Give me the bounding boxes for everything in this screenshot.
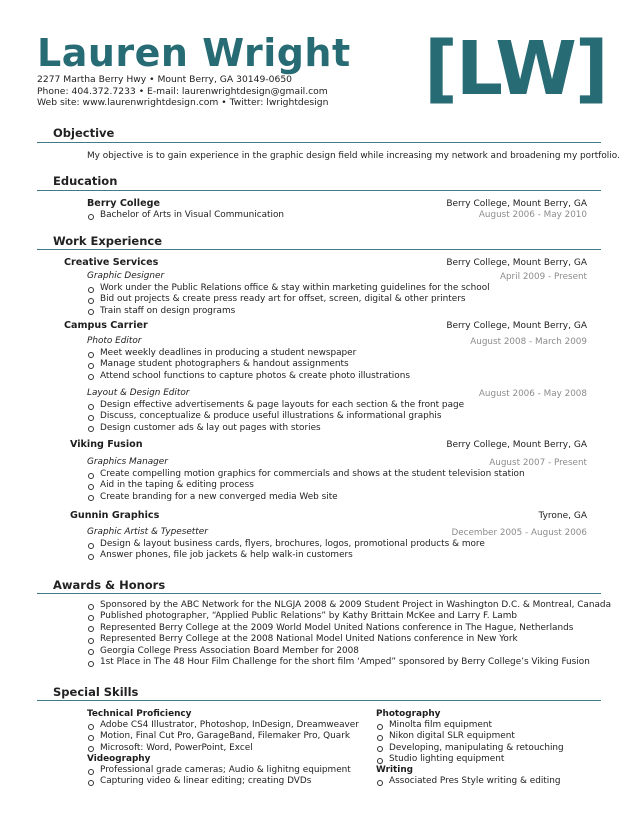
bullet-icon — [88, 649, 94, 655]
objective-text: My objective is to gain experience in the graphic design field while increasing my network and broadening my portfolio. — [87, 151, 620, 161]
list-item: Bachelor of Arts in Visual Communication — [87, 210, 284, 221]
bullet-icon — [377, 758, 383, 764]
contact-phone-email: Phone: 404.372.7233 • E-mail: laurenwrightdesign@gmail.com — [37, 85, 328, 97]
section-title-work: Work Experience — [53, 234, 163, 248]
monogram-logo: [LW] — [424, 26, 607, 112]
job-role: Layout & Design Editor — [87, 388, 190, 398]
list-item: 1st Place in The 48 Hour Film Challenge for the short film ‘Amped” sponsored by Berry College’s Viking Fusion — [87, 657, 611, 668]
job-location: Berry College, Mount Berry, GA — [446, 321, 587, 331]
section-divider — [37, 593, 601, 594]
section-title-skills: Special Skills — [53, 685, 139, 699]
bullet-icon — [88, 473, 94, 479]
bullet-icon — [88, 554, 94, 560]
education-list — [87, 210, 284, 221]
list-item: Minolta film equipment — [376, 720, 564, 731]
list-item: Create branding for a new converged media Web site — [87, 492, 525, 503]
skills-list-writing — [376, 776, 561, 787]
list-item: Design customer ads & lay out pages with stories — [87, 423, 464, 434]
job-role: Photo Editor — [87, 336, 142, 346]
bullet-icon — [88, 214, 94, 220]
list-item: Answer phones, file job jackets & help walk-in customers — [87, 550, 485, 561]
section-divider — [37, 700, 601, 701]
job-bullets — [87, 400, 464, 434]
job-org-viking-fusion: Viking Fusion — [70, 439, 143, 450]
list-item: Represented Berry College at the 2008 National Model United Nations conference in New York — [87, 634, 611, 645]
bullet-icon — [88, 363, 94, 369]
list-item: Attend school functions to capture photos & create photo illustrations — [87, 371, 410, 382]
job-bullets — [87, 283, 490, 317]
bullet-icon — [88, 484, 94, 490]
list-item: Sponsored by the ABC Network for the NLGJA 2008 & 2009 Student Project in Washington D.C. & Montreal, Canada — [87, 600, 611, 611]
bullet-icon — [88, 780, 94, 786]
list-item: Published photographer, “Applied Public Relations” by Kathy Brittain McKee and Larry F. Lamb — [87, 611, 611, 622]
contact-web-twitter: Web site: www.laurenwrightdesign.com • Twitter: lwrightdesign — [37, 97, 329, 108]
job-bullets — [87, 539, 485, 562]
job-role: Graphic Artist & Typesetter — [87, 527, 208, 537]
list-item: Aid in the taping & editing process — [87, 480, 525, 491]
bullet-icon — [88, 495, 94, 501]
list-item: Georgia College Press Association Board Member for 2008 — [87, 646, 611, 657]
section-divider — [37, 190, 601, 191]
bullet-icon — [377, 780, 383, 786]
bullet-icon — [88, 298, 94, 304]
section-title-education: Education — [53, 174, 118, 188]
job-role: Graphic Designer — [87, 271, 165, 281]
contact-address: 2277 Martha Berry Hwy • Mount Berry, GA 30149-0650 — [37, 74, 293, 85]
job-bullets — [87, 348, 410, 382]
skills-heading-technical: Technical Proficiency — [87, 709, 192, 719]
section-title-awards: Awards & Honors — [53, 578, 166, 592]
job-bullets — [87, 469, 525, 503]
skills-heading-writing: Writing — [376, 765, 414, 775]
bullet-icon — [88, 661, 94, 667]
job-location: Berry College, Mount Berry, GA — [446, 258, 587, 268]
list-item: Studio lighting equipment — [376, 754, 564, 765]
job-dates: April 2009 - Present — [499, 272, 587, 282]
job-dates: December 2005 - August 2006 — [451, 528, 587, 538]
bullet-icon — [88, 604, 94, 610]
list-item: Adobe CS4 Illustrator, Photoshop, InDesign, Dreamweaver — [87, 720, 359, 731]
list-item: Represented Berry College at the 2009 World Model United Nations conference in The Hague, Netherlands — [87, 623, 611, 634]
job-org-creative-services: Creative Services — [64, 257, 159, 268]
job-dates: August 2007 - Present — [489, 458, 587, 468]
bullet-icon — [88, 543, 94, 549]
skills-list-photography — [376, 720, 564, 766]
bullet-icon — [88, 374, 94, 380]
bullet-icon — [377, 746, 383, 752]
resume-name: Lauren Wright — [37, 31, 351, 75]
bullet-icon — [88, 615, 94, 621]
list-item: Work under the Public Relations office & stay within marketing guidelines for the school — [87, 283, 490, 294]
job-org-campus-carrier: Campus Carrier — [64, 320, 148, 331]
job-role: Graphics Manager — [87, 457, 168, 467]
awards-list — [87, 600, 611, 668]
bullet-icon — [88, 404, 94, 410]
bullet-icon — [88, 287, 94, 293]
bullet-icon — [88, 638, 94, 644]
list-item: Create compelling motion graphics for commercials and shows at the student television station — [87, 469, 525, 480]
list-item: Microsoft: Word, PowerPoint, Excel — [87, 743, 359, 754]
education-location: Berry College, Mount Berry, GA — [446, 199, 587, 209]
list-item: Design & layout business cards, flyers, brochures, logos, promotional products & more — [87, 539, 485, 550]
list-item: Nikon digital SLR equipment — [376, 731, 564, 742]
list-item: Associated Pres Style writing & editing — [376, 776, 561, 787]
skills-list-technical — [87, 720, 359, 754]
bullet-icon — [88, 724, 94, 730]
list-item: Professional grade cameras; Audio & lighitng equipment — [87, 765, 351, 776]
bullet-icon — [88, 626, 94, 632]
bullet-icon — [88, 415, 94, 421]
bullet-icon — [88, 352, 94, 358]
list-item: Discuss, conceptualize & produce useful illustrations & informational graphis — [87, 411, 464, 422]
bullet-icon — [88, 769, 94, 775]
list-item: Train staff on design programs — [87, 306, 490, 317]
skills-heading-videography: Videography — [87, 754, 151, 764]
list-item: Design effective advertisements & page layouts for each section & the front page — [87, 400, 464, 411]
list-item: Capturing video & linear editing; creating DVDs — [87, 776, 351, 787]
section-title-objective: Objective — [53, 126, 115, 140]
education-dates: August 2006 - May 2010 — [478, 210, 587, 220]
bullet-icon — [88, 309, 94, 315]
contact-block — [37, 74, 328, 109]
skills-heading-photography: Photography — [376, 709, 441, 719]
section-divider — [37, 142, 601, 143]
list-item: Motion, Final Cut Pro, GarageBand, Filemaker Pro, Quark — [87, 731, 359, 742]
list-item: Developing, manipulating & retouching — [376, 743, 564, 754]
bullet-icon — [88, 735, 94, 741]
bullet-icon — [377, 735, 383, 741]
section-divider — [37, 249, 601, 250]
skills-list-videography — [87, 765, 351, 788]
job-dates: August 2006 - May 2008 — [478, 389, 587, 399]
bullet-icon — [377, 724, 383, 730]
job-location: Berry College, Mount Berry, GA — [446, 440, 587, 450]
bullet-icon — [88, 746, 94, 752]
list-item: Bid out projects & create press ready art for offset, screen, digital & other printers — [87, 294, 490, 305]
bullet-icon — [88, 426, 94, 432]
list-item: Manage student photographers & handout assignments — [87, 359, 410, 370]
list-item: Meet weekly deadlines in producing a student newspaper — [87, 348, 410, 359]
job-dates: August 2008 - March 2009 — [470, 337, 587, 347]
job-location: Tyrone, GA — [538, 511, 587, 521]
education-school: Berry College — [87, 198, 160, 209]
job-org-gunnin-graphics: Gunnin Graphics — [70, 510, 160, 521]
